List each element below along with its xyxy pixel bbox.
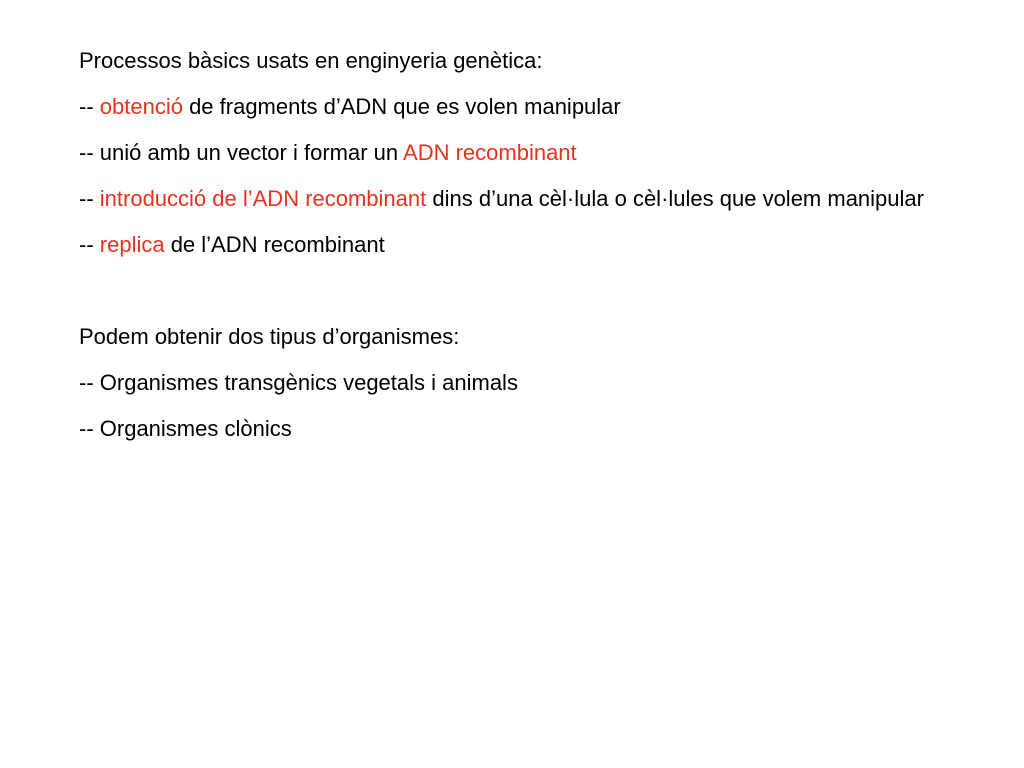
section-spacer <box>79 278 959 324</box>
process-item-prefix: -- <box>79 232 100 257</box>
slide-content <box>79 48 959 462</box>
process-item-obtain <box>79 94 959 120</box>
process-item-highlight: obtenció <box>99 94 183 119</box>
processes-heading: Processos bàsics usats en enginyeria genètica: <box>79 48 543 73</box>
process-item-introduce <box>79 186 959 212</box>
organism-item-clonic: -- Organismes clònics <box>79 416 292 441</box>
process-item-highlight: introducció de l’ADN recombinant <box>99 186 427 211</box>
organisms-heading: Podem obtenir dos tipus d’organismes: <box>79 324 460 349</box>
process-item-rest: de fragments d’ADN que es volen manipular <box>182 94 621 119</box>
organism-item-transgenic: -- Organismes transgènics vegetals i animals <box>79 370 518 395</box>
process-item-highlight: ADN recombinant <box>403 140 577 165</box>
process-item-highlight: replica <box>99 232 165 257</box>
process-item-replicate <box>79 232 959 258</box>
process-item-rest: dins d’una cèl·lula o cèl·lules que volem manipular <box>426 186 924 211</box>
process-item-prefix: -- <box>79 186 100 211</box>
process-item-join <box>79 140 959 166</box>
process-item-prefix: -- <box>79 94 100 119</box>
process-item-rest: de l’ADN recombinant <box>164 232 385 257</box>
process-item-prefix: -- unió amb un vector i formar un <box>79 140 404 165</box>
